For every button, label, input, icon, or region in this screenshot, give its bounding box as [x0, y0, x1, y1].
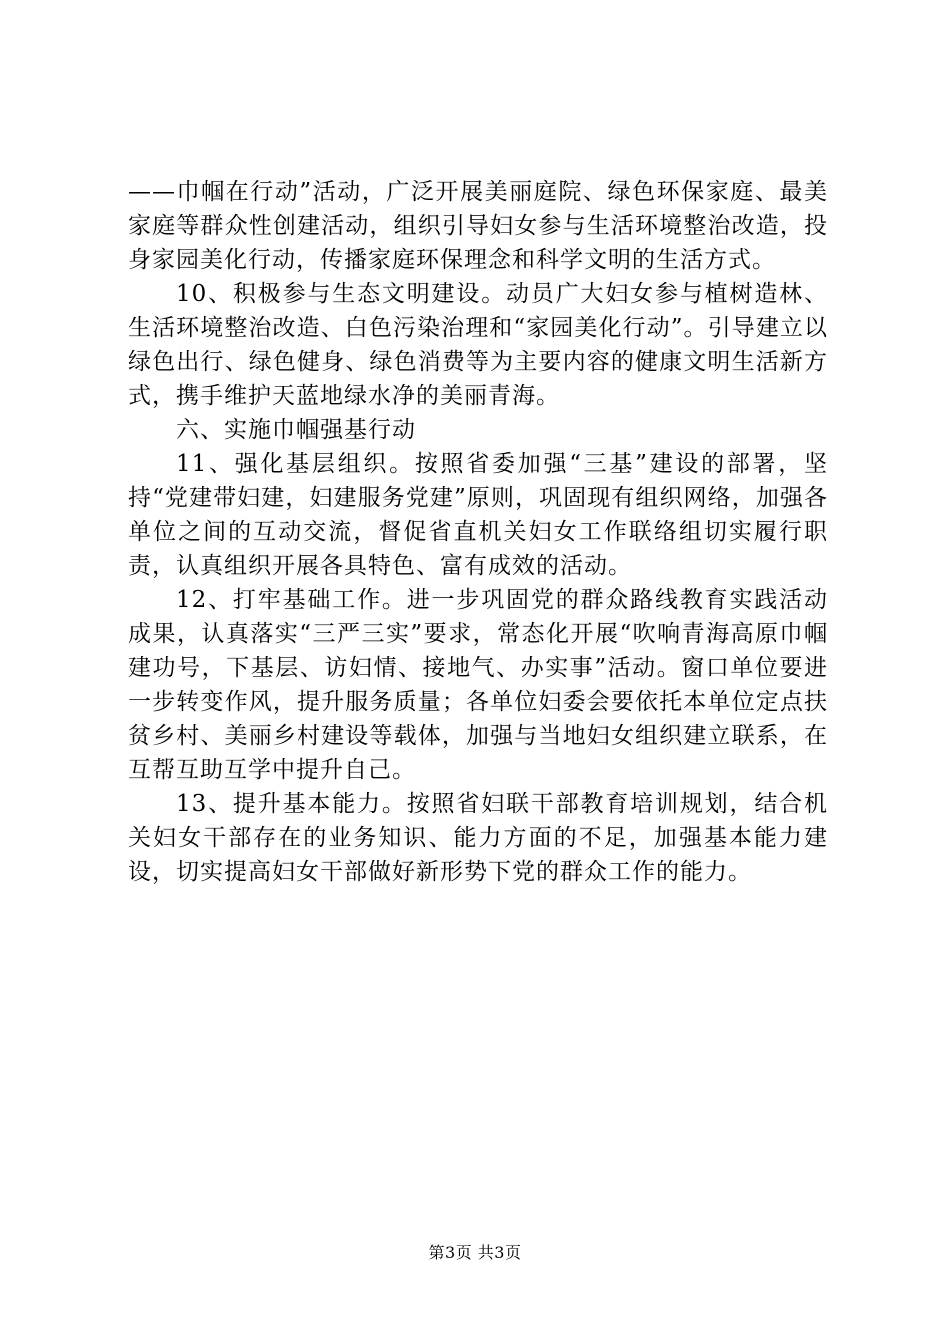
paragraph-continuation: ——巾帼在行动”活动，广泛开展美丽庭院、绿色环保家庭、最美家庭等群众性创建活动，组织引导妇女参与生活环境整治改造，投身家园美化行动，传播家庭环保理念和科学文明的生活方式。 [128, 179, 828, 273]
paragraph-item-13: 13、提升基本能力。按照省妇联干部教育培训规划，结合机关妇女干部存在的业务知识、能力方面的不足，加强基本能力建设，切实提高妇女干部做好新形势下党的群众工作的能力。 [128, 791, 828, 885]
document-body [128, 175, 828, 889]
section-heading-6: 六、实施巾帼强基行动 [176, 417, 416, 443]
page-footer [0, 1243, 950, 1263]
paragraph-item-10: 10、积极参与生态文明建设。动员广大妇女参与植树造林、生活环境整治改造、白色污染治理和“家园美化行动”。引导建立以绿色出行、绿色健身、绿色消费等为主要内容的健康文明生活新方式，携手维护天蓝地绿水净的美丽青海。 [128, 281, 828, 409]
page-number-label: 第3页 共3页 [428, 1243, 522, 1262]
paragraph-item-11: 11、强化基层组织。按照省委加强“三基”建设的部署，坚持“党建带妇建，妇建服务党建”原则，巩固现有组织网络，加强各单位之间的互动交流，督促省直机关妇女工作联络组切实履行职责，认真组织开展各具特色、富有成效的活动。 [128, 451, 828, 579]
paragraph-item-12: 12、打牢基础工作。进一步巩固党的群众路线教育实践活动成果，认真落实“三严三实”要求，常态化开展“吹响青海高原巾帼建功号，下基层、访妇情、接地气、办实事”活动。窗口单位要进一步转变作风，提升服务质量；各单位妇委会要依托本单位定点扶贫乡村、美丽乡村建设等载体，加强与当地妇女组织建立联系，在互帮互助互学中提升自己。 [128, 587, 828, 783]
